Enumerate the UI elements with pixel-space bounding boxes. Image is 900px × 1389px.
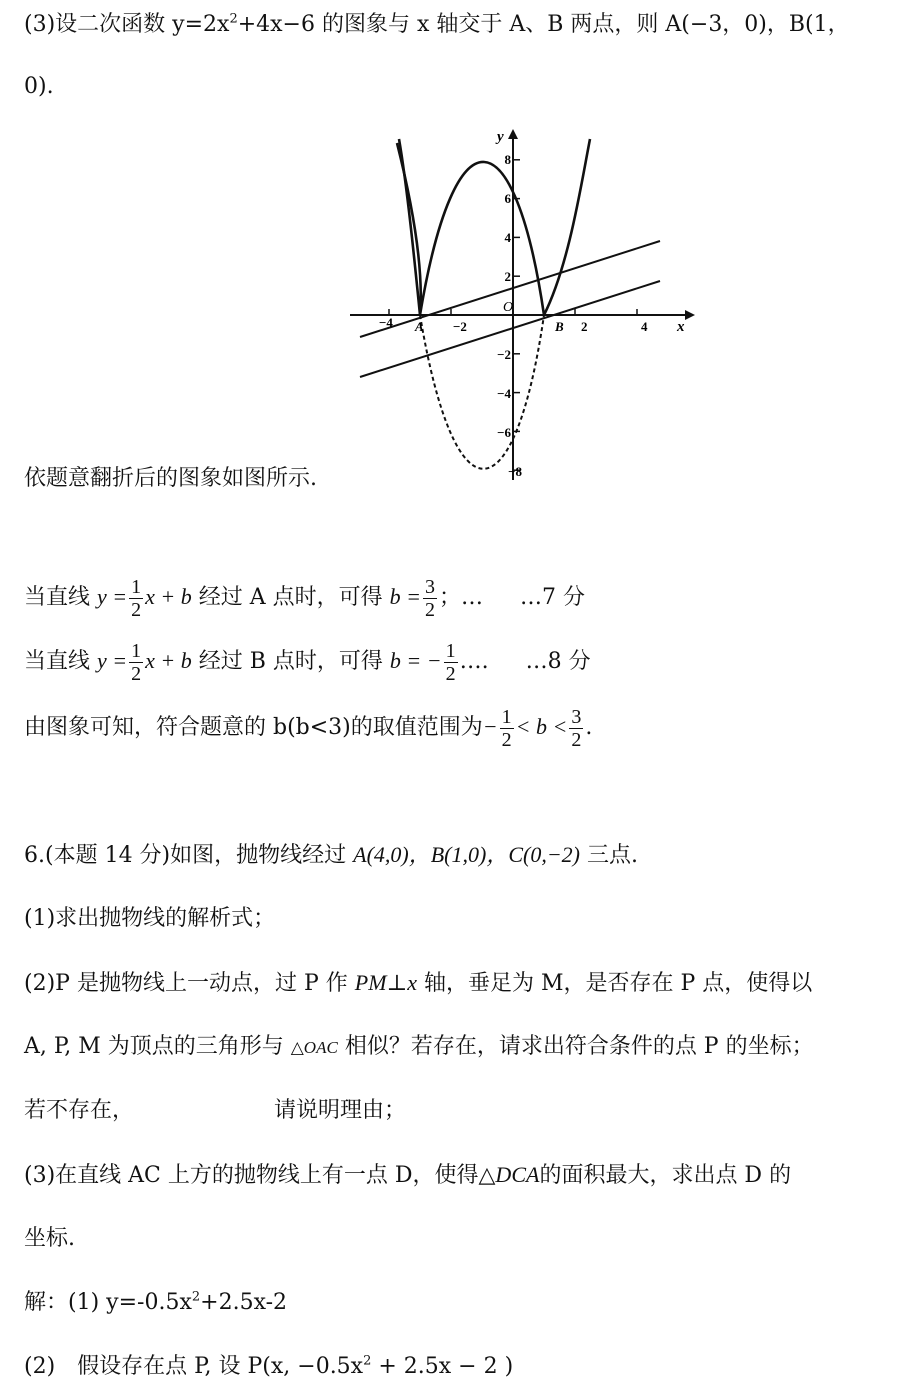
origin-label: O	[503, 300, 514, 315]
frac-num: 3	[571, 705, 582, 728]
step-a-beq: b =	[389, 584, 421, 609]
x-axis-arrow	[685, 310, 695, 320]
frac-num: 1	[501, 705, 512, 728]
intro-text-a: (3)设二次函数 y=2x	[24, 12, 230, 37]
conclusion-neg: −	[482, 714, 498, 739]
q6-title-text: 6.(本题 14 分)如图，抛物线经过	[24, 843, 347, 868]
step-b-xb: x + b	[145, 648, 192, 673]
parabola-right-arm	[544, 139, 590, 315]
q6-part3-a: (3)在直线 AC 上方的抛物线上有一点 D，使得	[24, 1163, 479, 1188]
q6-part2-pm: PM⊥x	[354, 970, 417, 995]
x-axis-label: x	[677, 319, 685, 335]
x-tick-label: 4	[641, 319, 648, 334]
y-tick-label: 8	[504, 152, 511, 167]
fraction-slope	[129, 576, 143, 621]
q6-points: A(4,0)，B(1,0)，C(0,−2)	[353, 842, 580, 867]
q6-part1: (1)求出抛物线的解析式；	[24, 906, 276, 931]
q6-part3-line1	[24, 1160, 791, 1191]
y-tick-label: −6	[497, 425, 511, 440]
frac-den: 2	[571, 728, 582, 751]
step-b-prefix: 当直线	[24, 649, 91, 674]
frac-num: 1	[131, 639, 142, 662]
flipped-arc	[420, 162, 544, 315]
q6-part3-b: 的面积最大，求出点 D 的	[539, 1163, 792, 1188]
frac-den: 2	[131, 662, 142, 685]
step-a-tail: ；…	[439, 585, 484, 610]
parabola-graph-figure	[345, 125, 705, 495]
step-a	[24, 572, 585, 623]
solution-s2-rest: + 2.5x − 2 )	[371, 1354, 514, 1379]
y-tick-label: 4	[504, 230, 511, 245]
fraction-b-result	[444, 640, 458, 685]
part3-intro-line2: 0).	[24, 74, 54, 99]
y-tick-label: −2	[497, 347, 511, 362]
y-tick-label: −4	[497, 386, 511, 401]
figure-caption: 依题意翻折后的图象如图所示.	[24, 466, 317, 491]
q6-part2-b: 轴，垂足为 M，是否存在 P 点，使得以	[423, 971, 813, 996]
solution-s1-rest: +2.5x-2	[200, 1290, 288, 1315]
line-through-a	[360, 241, 660, 337]
solution-step2	[24, 1352, 513, 1382]
frac-num: 1	[131, 575, 142, 598]
y-tick-label: 2	[504, 269, 511, 284]
q6-part2-line3-a: 若不存在，	[24, 1098, 135, 1123]
frac-den: 2	[131, 598, 142, 621]
y-axis-label: y	[497, 129, 504, 145]
frac-num: 3	[425, 575, 435, 598]
fraction-lower	[500, 706, 514, 751]
step-a-mid: 经过 A 点时，可得	[198, 585, 383, 610]
solution-s1-eq: y=-0.5x	[106, 1290, 192, 1315]
solution-s1-label: 解：(1)	[24, 1290, 100, 1315]
y-tick-label: −8	[508, 464, 522, 479]
intro-exponent: 2	[229, 11, 238, 27]
blank-gap	[134, 1097, 274, 1117]
frac-den: 2	[425, 598, 435, 621]
intro-text-b: +4x−6 的图象与 x 轴交于 A、B 两点，则 A(−3，0)，B(1，	[237, 12, 850, 37]
conclusion	[24, 702, 592, 753]
point-a-label: A	[415, 319, 424, 334]
solution-s2-label: (2) 假设存在点 P, 设 P(x, −0.5x	[24, 1354, 364, 1379]
point-b-label: B	[555, 319, 564, 334]
step-b-yeq: y =	[97, 648, 128, 673]
y-axis-arrow	[508, 129, 518, 139]
solution-s1-exp: 2	[191, 1289, 201, 1305]
conclusion-mid: < b <	[515, 714, 568, 739]
frac-num: 1	[445, 639, 456, 662]
q6-part2-line3-b: 请说明理由；	[274, 1098, 407, 1123]
x-tick-label: −2	[453, 319, 467, 334]
step-a-xb: x + b	[145, 584, 192, 609]
step-b	[24, 636, 591, 687]
q6-title-end: 三点.	[587, 843, 638, 868]
q6-part2-a: (2)P 是抛物线上一动点，过 P 作	[24, 971, 348, 996]
q6-part2-triangle: △OAC	[290, 1038, 338, 1057]
fraction-slope	[129, 640, 143, 685]
fraction-b-result	[423, 576, 437, 621]
q6-title	[24, 840, 638, 871]
solution-step1	[24, 1288, 287, 1318]
y-tick-label: 6	[504, 191, 511, 206]
step-b-tail: ….	[459, 649, 489, 674]
step-b-beq: b = −	[389, 648, 442, 673]
q6-part2-line1	[24, 968, 812, 999]
line-through-b	[360, 281, 660, 377]
solution-s2-exp: 2	[363, 1353, 372, 1369]
step-a-prefix: 当直线	[24, 585, 91, 610]
step-b-mid: 经过 B 点时，可得	[198, 649, 383, 674]
part3-intro-line1	[24, 10, 850, 40]
frac-den: 2	[501, 728, 512, 751]
q6-part2-line2-a: A, P, M 为顶点的三角形与	[24, 1034, 284, 1059]
fraction-upper	[569, 706, 583, 751]
step-b-score: …8 分	[525, 649, 591, 674]
x-tick-label: −4	[379, 315, 393, 330]
q6-part3-line2: 坐标.	[24, 1226, 75, 1251]
q6-part2-line3	[24, 1096, 406, 1126]
q6-part2-line2	[24, 1032, 814, 1063]
frac-den: 2	[445, 662, 456, 685]
q6-part3-triangle: △DCA	[478, 1162, 540, 1187]
step-a-yeq: y =	[97, 584, 128, 609]
x-tick-label: 2	[581, 319, 588, 334]
conclusion-end: .	[585, 715, 593, 740]
q6-part2-line2-b: 相似？若存在，请求出符合条件的点 P 的坐标；	[344, 1034, 814, 1059]
step-a-score: …7 分	[520, 585, 586, 610]
conclusion-text: 由图象可知，符合题意的 b(b<3)的取值范围为	[24, 715, 483, 740]
